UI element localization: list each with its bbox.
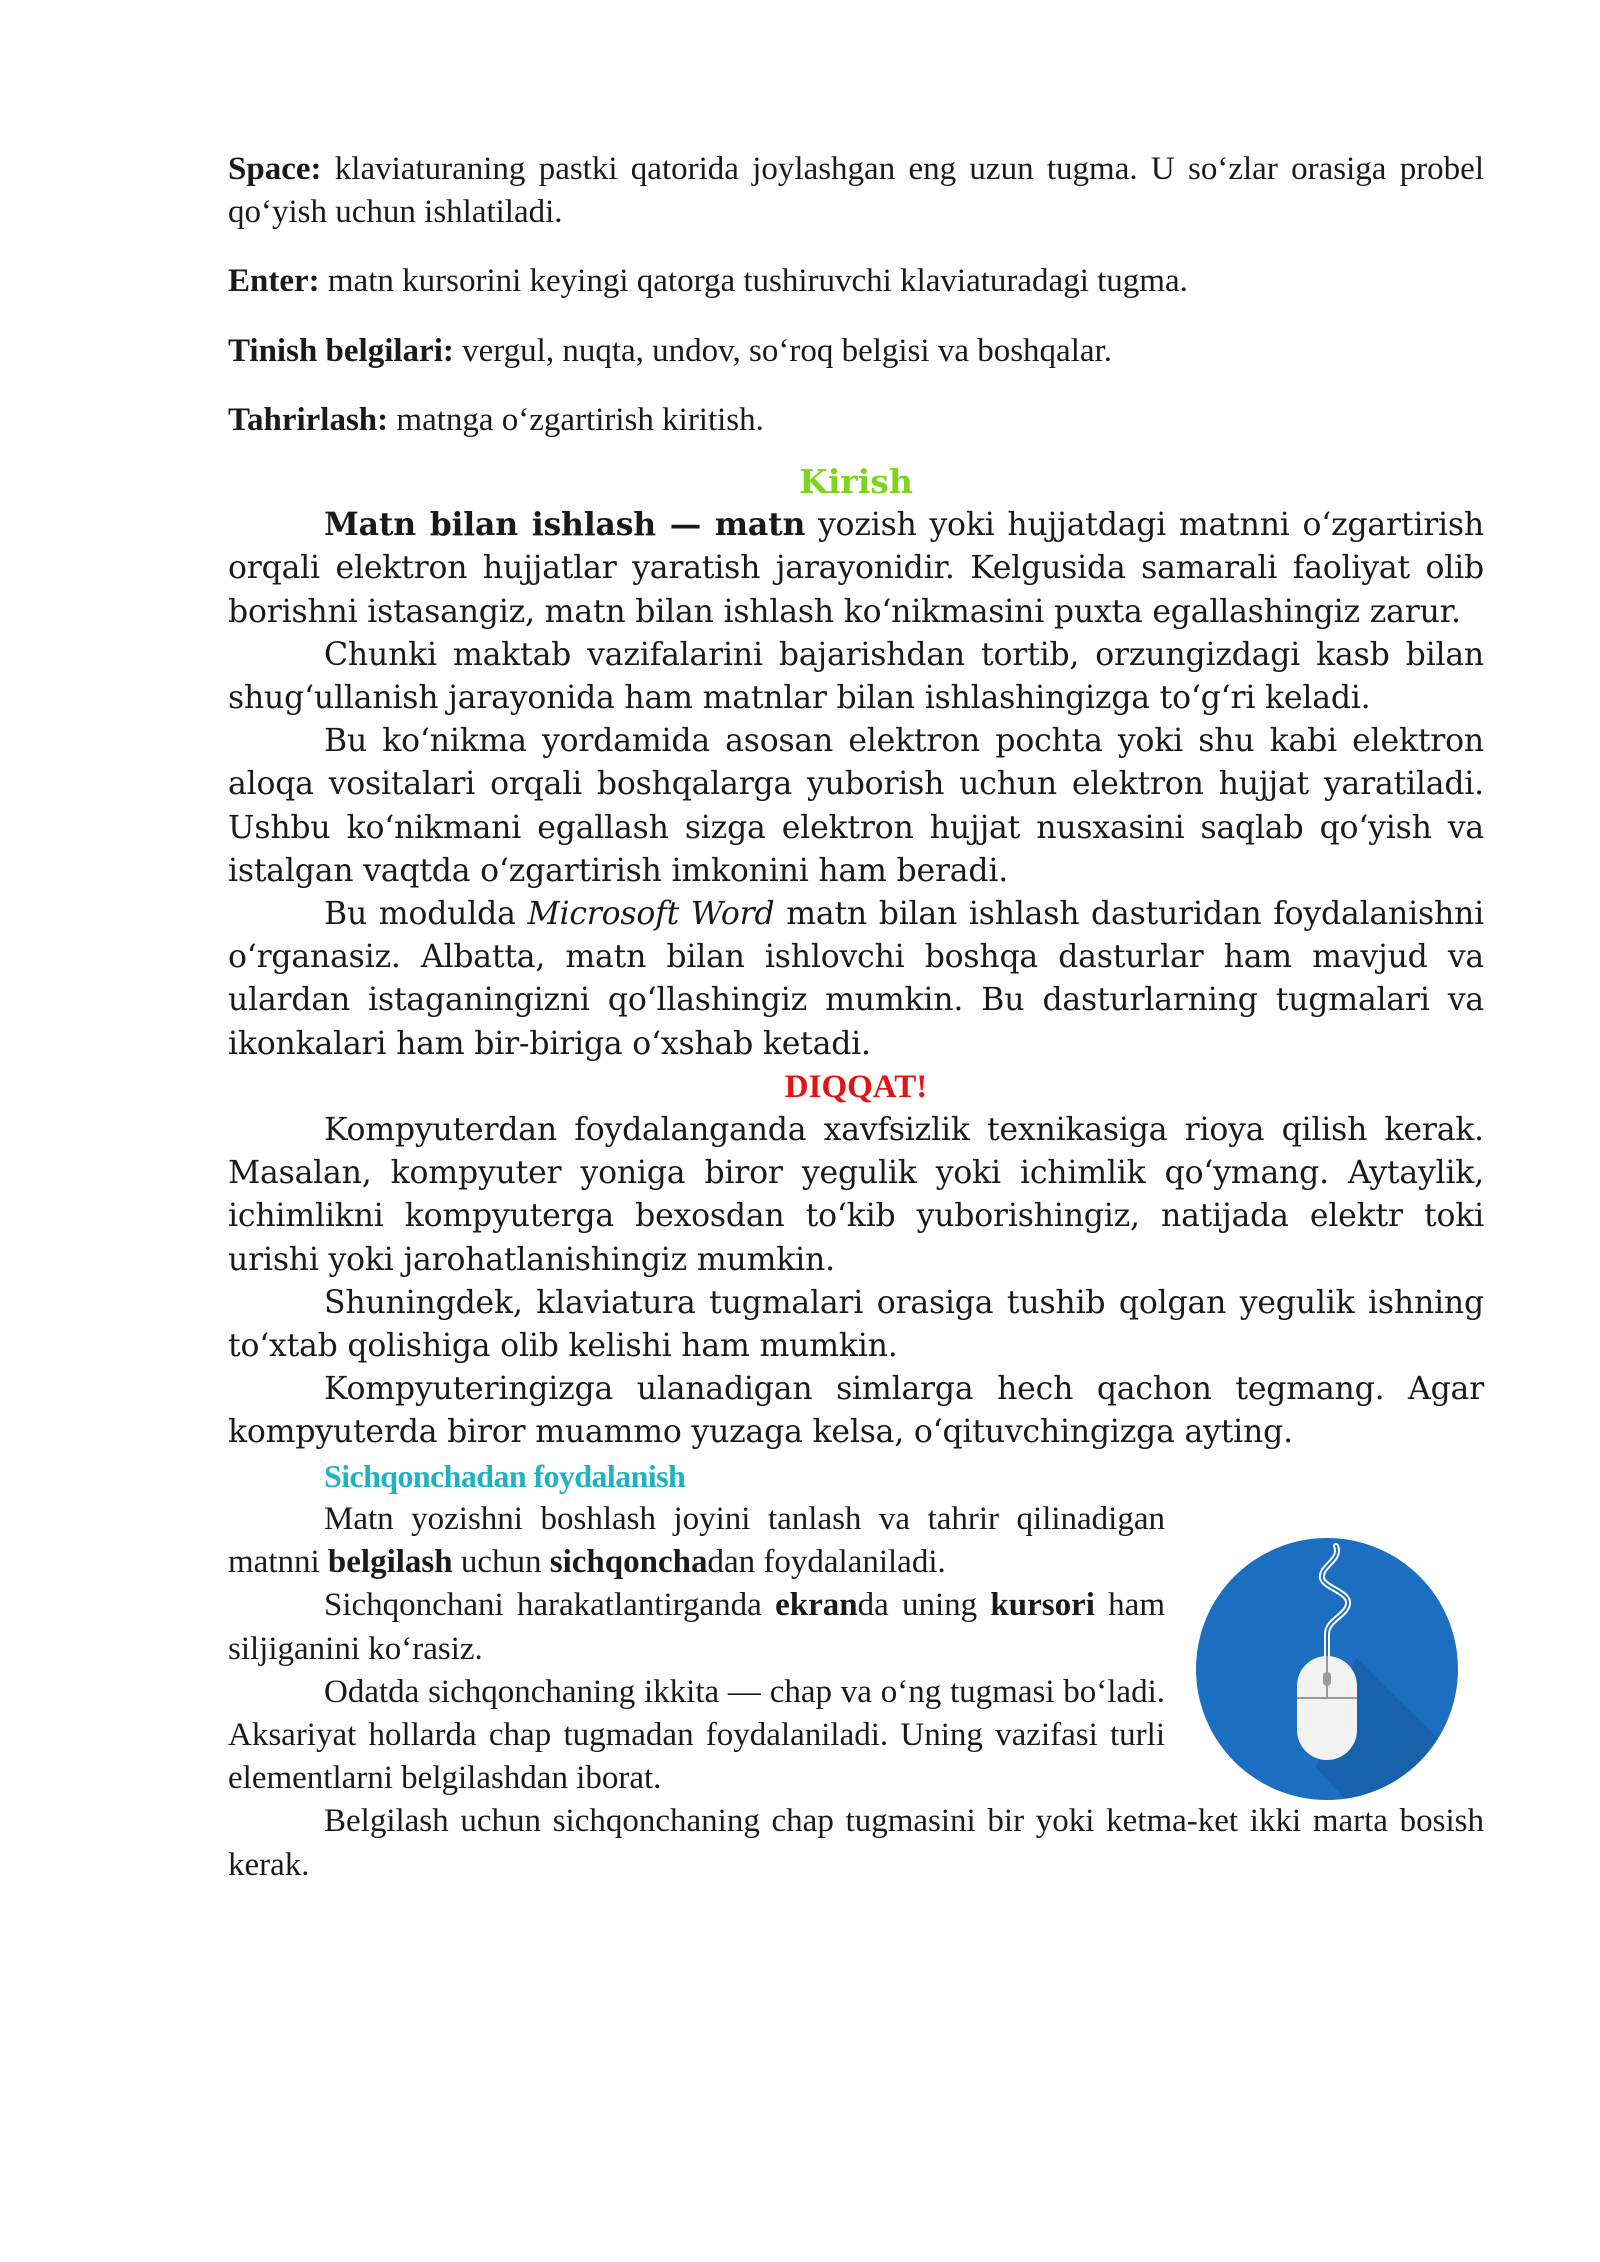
- mouse-paragraph-1: [228, 1498, 1165, 1584]
- mouse-paragraph-1-mid: uchun: [452, 1544, 550, 1581]
- mouse-paragraph-2-end: ham siljiganini ko‘rasiz.: [228, 1587, 1165, 1667]
- mouse-paragraph-3: Odatda sichqonchaning ikkita — chap va o‘ng tugmasi bo‘ladi. Aksariyat hollarda chap tugmadan foydalaniladi. Uning vazifasi turli elementlarni belgilashdan iborat.: [228, 1673, 1165, 1797]
- kirish-paragraph-1: [228, 503, 1484, 634]
- mouse-heading: Sichqonchadan foydalanish: [324, 1457, 686, 1494]
- diqqat-paragraph-3: Kompyuteringizga ulanadigan simlarga hech qachon tegmang. Agar kompyuterda biror muammo yuzaga kelsa, o‘qituvchingizga ayting.: [228, 1371, 1484, 1451]
- mouse-paragraph-2: [228, 1584, 1165, 1670]
- diqqat-paragraph-2: Shuningdek, klaviatura tugmalari orasiga tushib qolgan yegulik ishning to‘xtab qolishiga olib kelishi ham mumkin.: [228, 1284, 1484, 1365]
- definition-space: [228, 148, 1484, 234]
- definition-text: matn kursorini keyingi qatorga tushiruvchi klaviaturadagi tugma.: [319, 263, 1188, 300]
- mouse-paragraph-2-mid: da uning: [857, 1587, 991, 1624]
- bold-term-kursori: kursori: [990, 1587, 1095, 1624]
- definition-enter: [228, 260, 1484, 303]
- bold-term-ekran: ekran: [775, 1587, 858, 1624]
- mouse-text: [228, 1498, 1165, 1800]
- bold-term-belgilash: belgilash: [327, 1544, 453, 1581]
- computer-mouse-icon: [1196, 1538, 1458, 1800]
- bold-term-sichqoncha: sichqoncha: [549, 1544, 708, 1581]
- kirish-paragraph-4: [228, 893, 1484, 1066]
- mouse-paragraph-1-end: dan foydalaniladi.: [707, 1544, 946, 1581]
- definition-text: klaviaturaning pastki qatorida joylashgan eng uzun tugma. U so‘zlar orasiga probel qo‘yish uchun ishlatiladi.: [228, 151, 1484, 231]
- definition-term: Tahrirlash:: [228, 401, 389, 438]
- mouse-paragraph-4: Belgilash uchun sichqonchaning chap tugmasini bir yoki ketma-ket ikki marta bosish kerak.: [228, 1803, 1484, 1883]
- kirish-paragraph-4-start: Bu modulda: [324, 896, 528, 933]
- definition-term: Enter:: [228, 263, 320, 300]
- kirish-paragraph-3: Bu ko‘nikma yordamida asosan elektron pochta yoki shu kabi elektron aloqa vositalari orqali boshqalarga yuborish uchun elektron hujjat yaratiladi. Ushbu ko‘nikmani egallash sizga elektron hujjat nusxasini saqlab qo‘yish va istalgan vaqtda o‘zgartirish imkonini ham beradi.: [228, 723, 1484, 889]
- mouse-scroll-wheel: [1323, 1672, 1331, 1686]
- kirish-paragraph-1-text: yozish yoki hujjatdagi matnni o‘zgartirish orqali elektron hujjatlar yaratish jarayonidir. Kelgusida samarali faoliyat olib borishni istasangiz, matn bilan ishlash ko‘nikmasini puxta egallashingiz zarur.: [228, 507, 1484, 630]
- mouse-paragraph-2-start: Sichqonchani harakatlantirganda: [324, 1587, 776, 1624]
- definition-punctuation: [228, 330, 1484, 373]
- kirish-bold-lead: Matn bilan ishlash — matn: [324, 506, 806, 544]
- kirish-heading: Kirish: [799, 462, 913, 502]
- definition-text: vergul, nuqta, undov, so‘roq belgisi va boshqalar.: [453, 332, 1112, 369]
- kirish-paragraph-2: Chunki maktab vazifalarini bajarishdan tortib, orzungizdagi kasb bilan shug‘ullanish jarayonida ham matnlar bilan ishlashingizga to‘g‘ri keladi.: [228, 636, 1484, 717]
- definition-editing: [228, 399, 1484, 442]
- microsoft-word-term: Microsoft Word: [527, 896, 775, 933]
- diqqat-paragraph-1: Kompyuterdan foydalanganda xavfsizlik texnikasiga rioya qilish kerak. Masalan, kompyuter yoniga biror yegulik yoki ichimlik qo‘ymang. Aytaylik, ichimlikni kompyuterga bexosdan to‘kib yuborishingiz, natijada elektr toki urishi yoki jarohatlanishingiz mumkin.: [228, 1112, 1484, 1278]
- definition-term: Tinish belgilari:: [228, 332, 454, 369]
- diqqat-heading: DIQQAT!: [784, 1068, 928, 1105]
- document-page: [228, 148, 1484, 1887]
- kirish-paragraph-4-end: matn bilan ishlash dasturidan foydalanishni o‘rganasiz. Albatta, matn bilan ishlovchi boshqa dasturlar ham mavjud va ulardan istaganingizni qo‘llashingiz mumkin. Bu dasturlarning tugmalari va ikonkalari ham bir-biriga o‘xshab ketadi.: [228, 896, 1484, 1062]
- definition-term: Space:: [228, 151, 322, 187]
- definition-text: matnga o‘zgartirish kiritish.: [388, 401, 764, 438]
- mouse-section: [228, 1498, 1484, 1800]
- mouse-paragraph-1-start: Matn yozishni boshlash joyini tanlash va tahrir qilinadigan matnni: [228, 1500, 1165, 1581]
